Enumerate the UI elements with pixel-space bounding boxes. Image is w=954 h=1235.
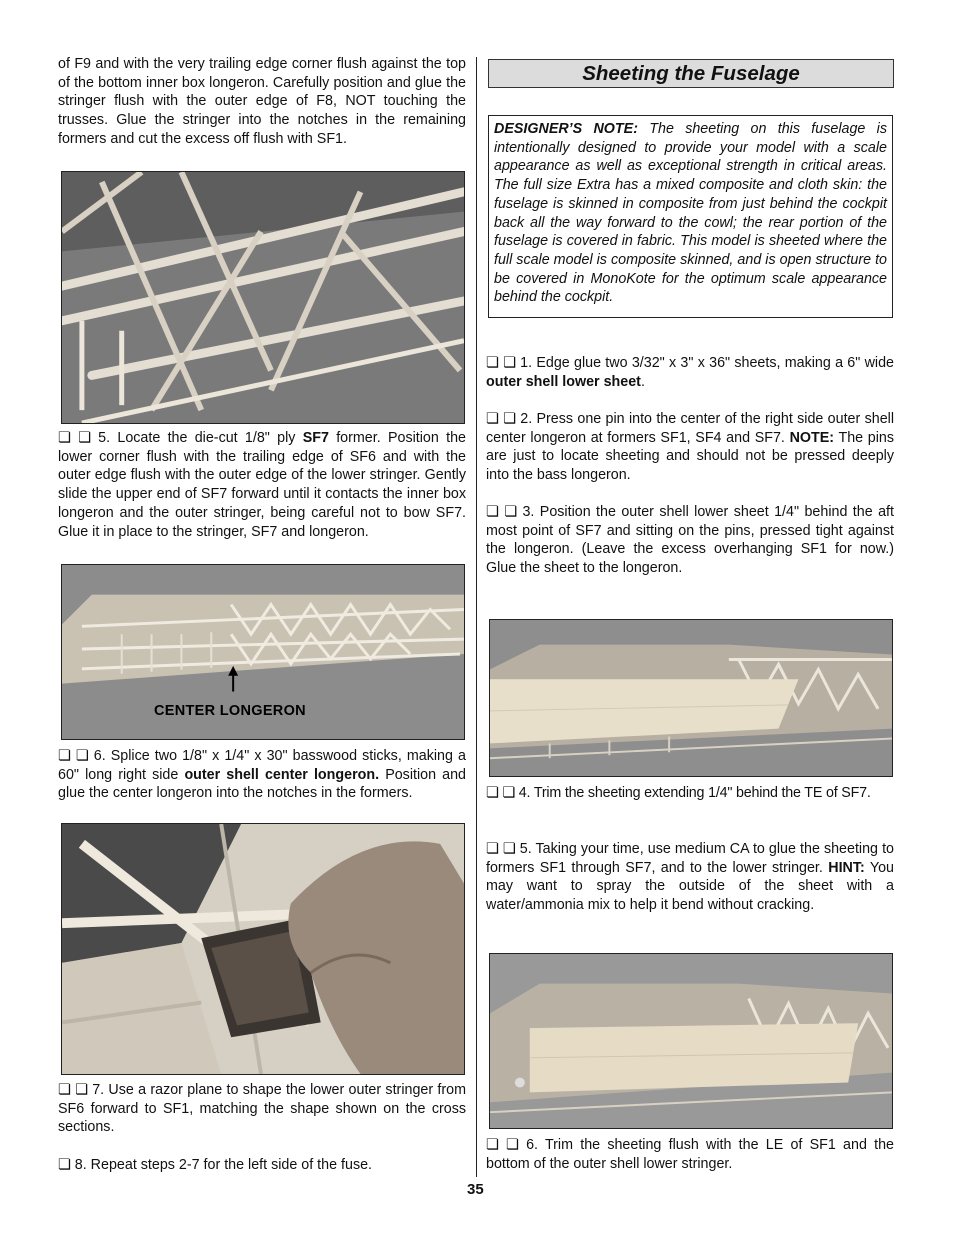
right-step-1: ❏ ❏ 1. Edge glue two 3/32" x 3" x 36" sheets, making a 6" wide outer shell lower sheet. xyxy=(486,355,894,390)
right-step-4: ❏ ❏ 4. Trim the sheeting extending 1/4" behind the TE of SF7. xyxy=(486,785,871,801)
designers-note-text: DESIGNER’S NOTE: The sheeting on this fuselage is intentionally designed to provide your model with a scale appearance as well as exceptional strength in critical areas. The full size Extra has a mixed composite and cloth skin: the fuselage is skinned in composite from just behind the cockpit back all the way forward to the cowl; the rear portion of the fuselage is covered in fabric. This model is sheeted where the full scale model is composite skinned, and is open structure to be covered in MonoKote for the optimum scale appearance behind the cockpit. xyxy=(494,121,887,306)
section-title: Sheeting the Fuselage xyxy=(582,62,800,85)
designers-note-label: DESIGNER’S NOTE: xyxy=(494,121,638,137)
left-step-7: ❏ ❏ 7. Use a razor plane to shape the lower outer stringer from SF6 forward to SF1, matching the shape shown on the cross sections. xyxy=(58,1082,466,1136)
page-number: 35 xyxy=(467,1181,484,1198)
right-step-6: ❏ ❏ 6. Trim the sheeting flush with the LE of SF1 and the bottom of the outer shell lower stringer. xyxy=(486,1137,894,1172)
photo-label-center-longeron: CENTER LONGERON xyxy=(154,703,306,719)
photo-stringer-framework xyxy=(61,171,465,424)
right-step-3: ❏ ❏ 3. Position the outer shell lower sheet 1/4" behind the aft most point of SF7 and sitting on the pins, pressed tight against the longeron. (Leave the excess overhanging SF1 for now.) Glue the sheet to the longeron. xyxy=(486,504,894,577)
right-step-2: ❏ ❏ 2. Press one pin into the center of the right side outer shell center longeron at formers SF1, SF4 and SF7. NOTE: The pins are just to locate sheeting and should not be pressed deeply into the bass longeron. xyxy=(486,411,894,484)
designers-note-box xyxy=(488,115,893,318)
right-step-5: ❏ ❏ 5. Taking your time, use medium CA to glue the sheeting to formers SF1 through SF7, and to the lower stringer. HINT: You may want to spray the outside of the sheet with a water/ammonia mix to help it bend without cracking. xyxy=(486,841,895,914)
left-step-5: ❏ ❏ 5. Locate the die-cut 1/8" ply SF7 former. Position the lower corner flush with the trailing edge of SF6 and with the outer edge flush with the outer edge of the lower stringer. Gently slide the upper end of SF7 forward until it contacts the inner box longeron and the outer stringer, being careful not to bow SF7. Glue it in place to the stringer, SF7 and longeron. xyxy=(58,430,466,540)
photo-center-longeron xyxy=(61,564,465,740)
left-step-6: ❏ ❏ 6. Splice two 1/8" x 1/4" x 30" basswood sticks, making a 60" long right side outer shell center longeron. Position and glue the center longeron into the notches in the formers. xyxy=(58,748,467,802)
photo-sheeting-applied xyxy=(489,619,893,777)
section-title-box xyxy=(488,59,894,88)
photo-razor-plane xyxy=(61,823,465,1075)
column-divider xyxy=(476,57,477,1177)
left-step-8: ❏ 8. Repeat steps 2-7 for the left side of the fuse. xyxy=(58,1157,373,1173)
intro-paragraph: of F9 and with the very trailing edge corner flush against the top of the bottom inner box longeron. Carefully position and glue the stringer flush with the outer edge of F8, NOT touching the trusses. Glue the stringer into the notches in the remaining formers and cut the excess off flush with SF1. xyxy=(58,56,466,147)
photo-sheeting-trimmed xyxy=(489,953,893,1129)
